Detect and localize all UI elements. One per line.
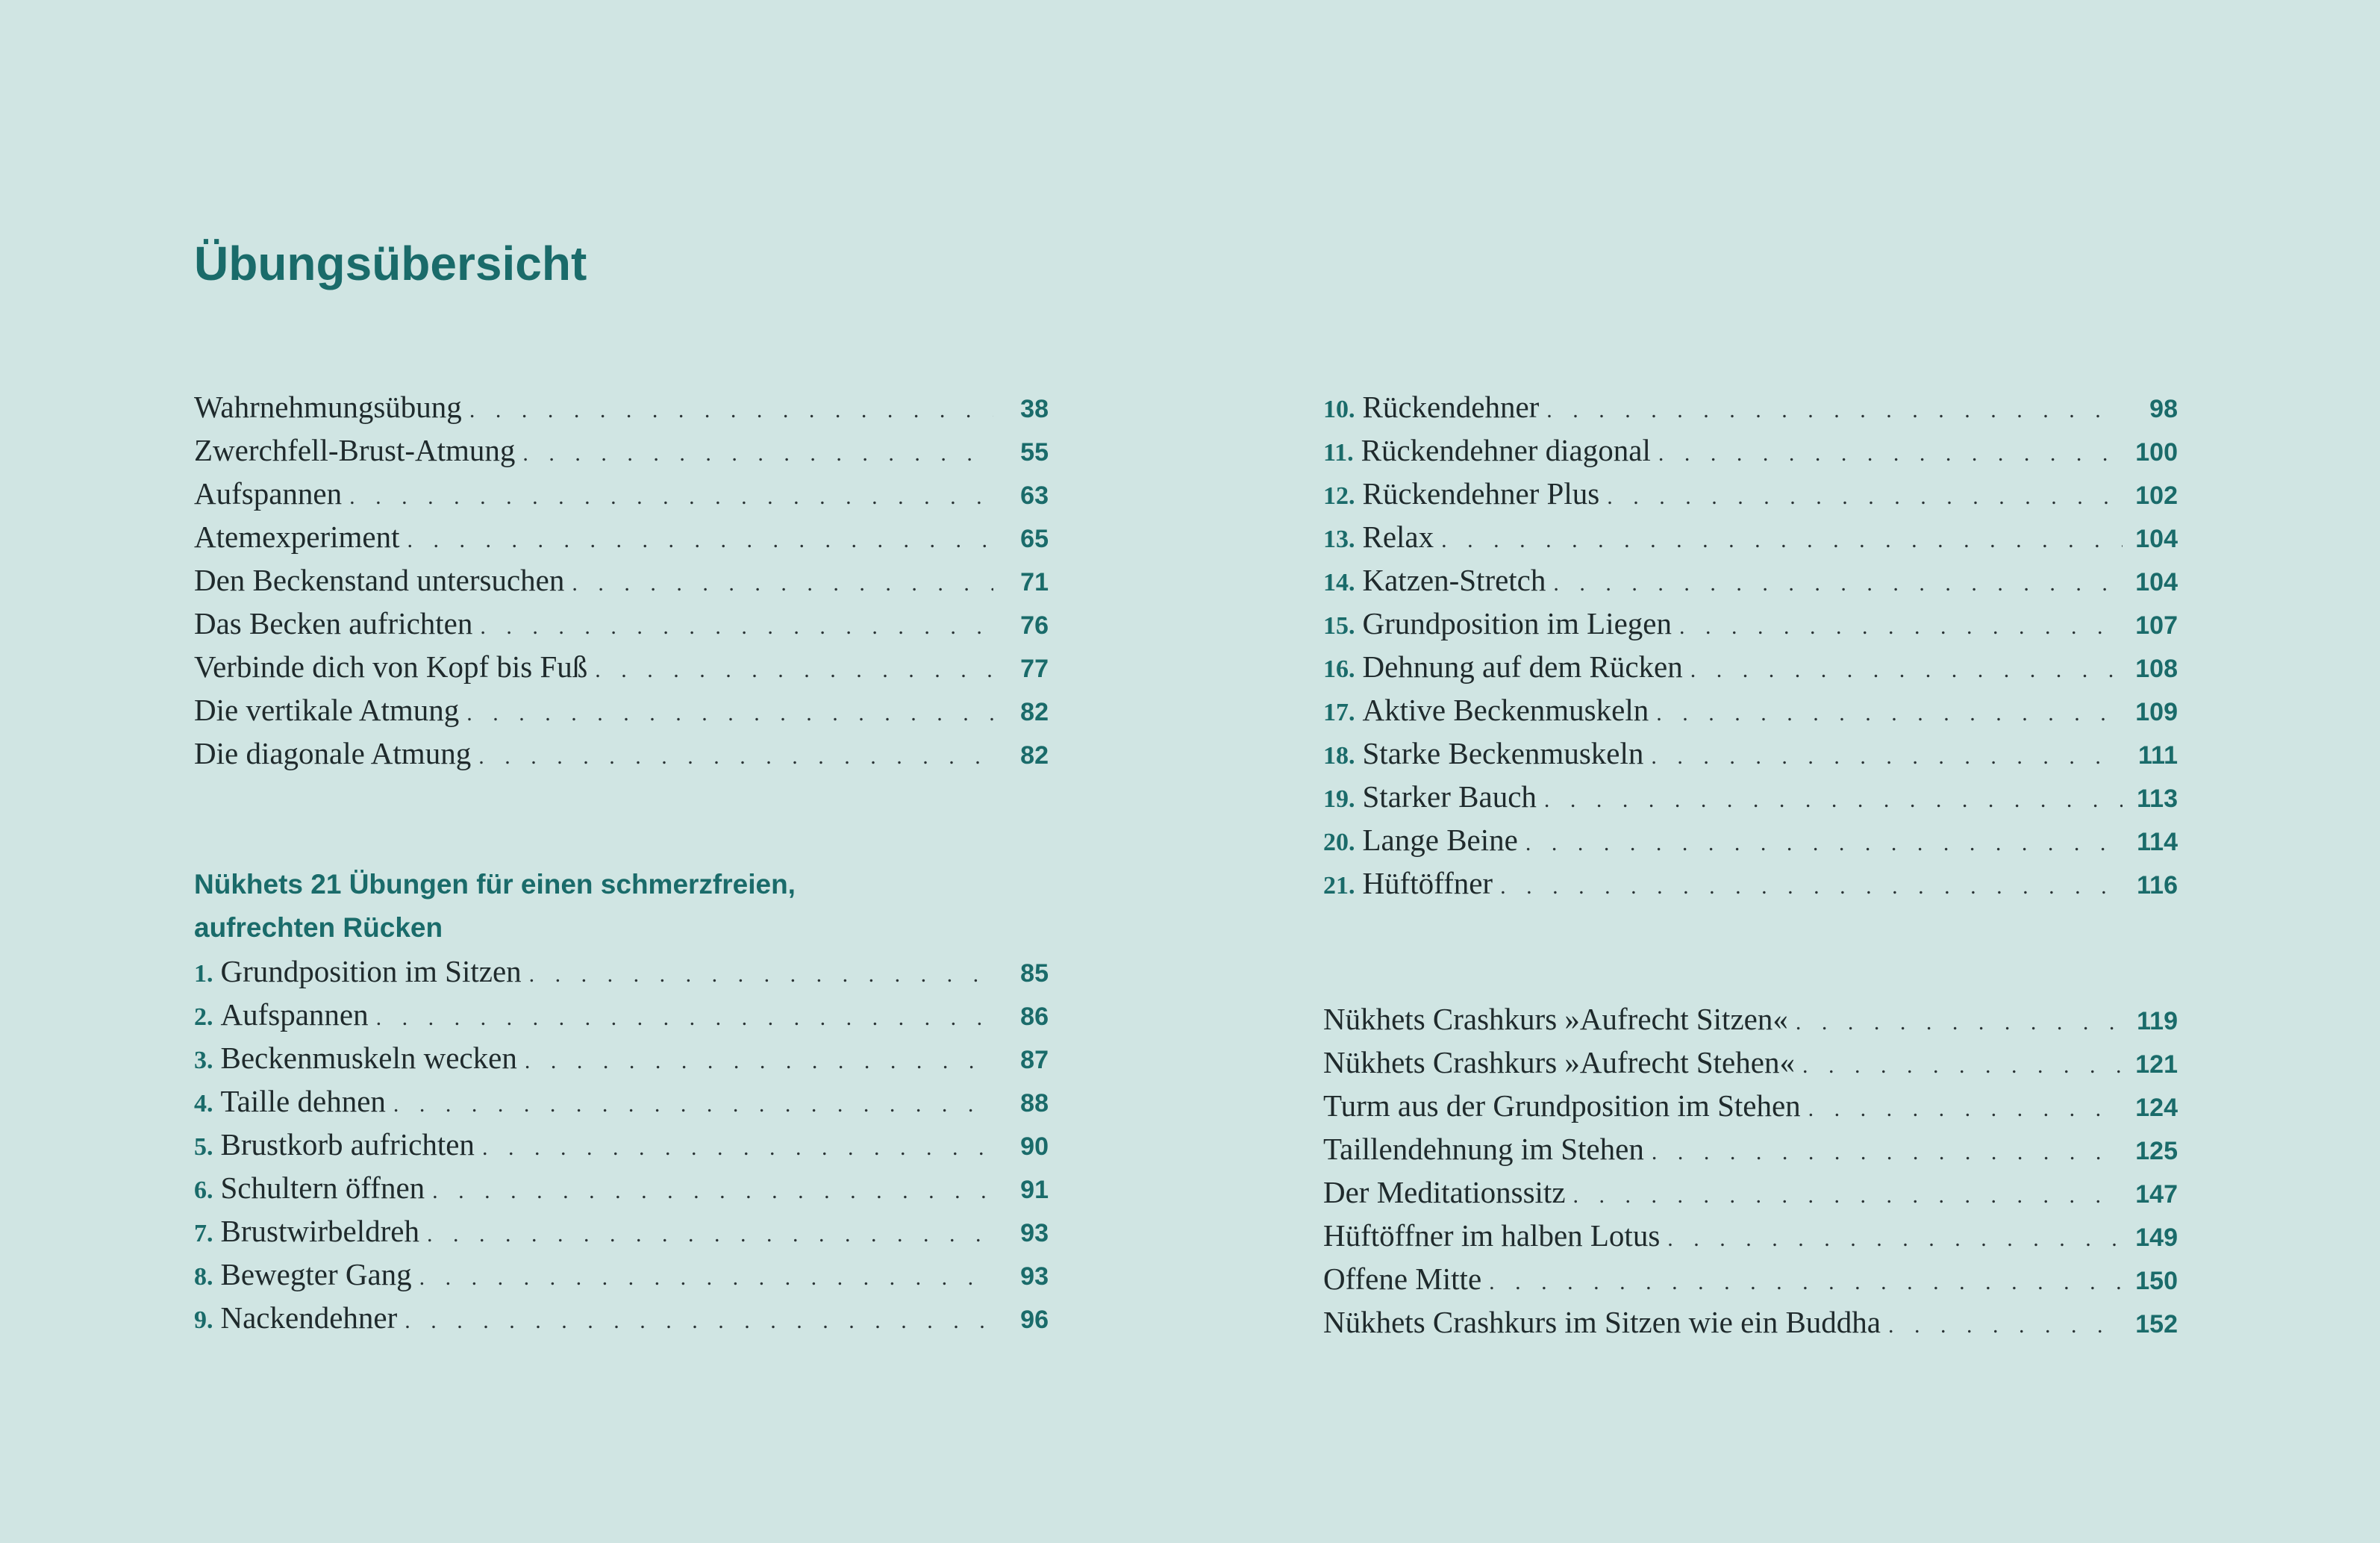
- entry-number: 19.: [1323, 785, 1355, 813]
- toc-entry[interactable]: [194, 1296, 1049, 1339]
- entry-page: 82: [1020, 741, 1049, 770]
- dot-leader: [342, 476, 993, 519]
- entry-page: 119: [2137, 1007, 2178, 1035]
- dot-leader: [515, 432, 993, 476]
- entry-page: 100: [2135, 438, 2178, 467]
- toc-entry[interactable]: [194, 645, 1049, 688]
- entry-number: 8.: [194, 1263, 213, 1291]
- entry-label: Turm aus der Grundposition im Stehen: [1323, 1088, 1801, 1123]
- dot-leader: [587, 649, 993, 692]
- dot-leader: [1651, 432, 2123, 476]
- dot-leader: [1683, 649, 2123, 692]
- dot-leader: [475, 1126, 993, 1170]
- entry-label: Den Beckenstand untersuchen: [194, 563, 565, 597]
- dot-leader: [1546, 562, 2123, 605]
- entry-number: 14.: [1323, 569, 1355, 596]
- toc-entry[interactable]: [1323, 1300, 2178, 1344]
- entry-label: Wahrnehmungsübung: [194, 390, 462, 424]
- entry-number: 1.: [194, 960, 213, 988]
- toc-entry[interactable]: [194, 1036, 1049, 1079]
- entry-page: 116: [2137, 871, 2178, 900]
- entry-page: 87: [1020, 1046, 1049, 1074]
- dot-leader: [1881, 1304, 2123, 1347]
- toc-entry[interactable]: [194, 993, 1049, 1036]
- toc-entry[interactable]: [194, 1209, 1049, 1253]
- entry-page: 88: [1020, 1089, 1049, 1117]
- toc-entry[interactable]: [1323, 1171, 2178, 1214]
- toc-entry[interactable]: [1323, 1214, 2178, 1257]
- entry-page: 149: [2135, 1224, 2178, 1252]
- toc-entry[interactable]: [1323, 1257, 2178, 1300]
- entry-page: 113: [2137, 785, 2178, 813]
- entry-label: Katzen-Stretch: [1362, 563, 1546, 597]
- toc-entry[interactable]: [194, 558, 1049, 602]
- dot-leader: [1644, 1131, 2123, 1174]
- entry-label: Die vertikale Atmung: [194, 693, 460, 727]
- entry-number: 12.: [1323, 482, 1355, 510]
- entry-page: 86: [1020, 1003, 1049, 1031]
- entry-label: Taille dehnen: [220, 1084, 386, 1118]
- entry-number: 10.: [1323, 396, 1355, 423]
- entry-page: 125: [2135, 1137, 2178, 1165]
- entry-page: 91: [1020, 1176, 1049, 1204]
- entry-page: 93: [1020, 1219, 1049, 1247]
- entry-number: 15.: [1323, 612, 1355, 640]
- dot-leader: [1481, 1261, 2123, 1304]
- dot-leader: [1660, 1218, 2123, 1261]
- entry-label: Offene Mitte: [1323, 1262, 1482, 1296]
- entry-page: 76: [1020, 611, 1049, 640]
- dot-leader: [419, 1213, 993, 1256]
- entry-label: Aufspannen: [194, 476, 343, 511]
- entry-label: Atemexperiment: [194, 520, 400, 554]
- dot-leader: [517, 1040, 993, 1083]
- toc-entry[interactable]: [194, 732, 1049, 775]
- entry-number: 21.: [1323, 872, 1355, 900]
- entry-label: Rückendehner Plus: [1362, 476, 1600, 511]
- toc-entry[interactable]: [194, 385, 1049, 428]
- dot-leader: [1788, 1001, 2123, 1044]
- dot-leader: [1643, 735, 2123, 779]
- entry-label: Zwerchfell-Brust-Atmung: [194, 433, 516, 467]
- entry-page: 65: [1020, 525, 1049, 553]
- entry-number: 5.: [194, 1133, 213, 1161]
- toc-entry[interactable]: [1323, 688, 2178, 732]
- entry-page: 102: [2135, 481, 2178, 510]
- section-heading-continued: aufrechten Rücken: [194, 912, 443, 943]
- entry-page: 124: [2135, 1094, 2178, 1122]
- entry-label: Starke Beckenmuskeln: [1362, 736, 1644, 770]
- toc-entry[interactable]: [1323, 1084, 2178, 1127]
- page-title: Übungsübersicht: [194, 237, 587, 290]
- toc-entry[interactable]: [1323, 1127, 2178, 1171]
- entry-label: Bewegter Gang: [220, 1257, 412, 1291]
- toc-entry[interactable]: [194, 688, 1049, 732]
- toc-entry[interactable]: [1323, 428, 2178, 472]
- toc-entry[interactable]: [1323, 515, 2178, 558]
- entry-page: 111: [2138, 741, 2178, 770]
- toc-entry[interactable]: [1323, 385, 2178, 428]
- entry-label: Der Meditationssitz: [1323, 1175, 1566, 1209]
- entry-label: Rückendehner diagonal: [1361, 433, 1651, 467]
- entry-number: 16.: [1323, 655, 1355, 683]
- entry-page: 71: [1020, 568, 1049, 596]
- entry-number: 4.: [194, 1090, 213, 1117]
- entry-page: 107: [2135, 611, 2178, 640]
- entry-page: 150: [2135, 1267, 2178, 1295]
- toc-entry[interactable]: [194, 1253, 1049, 1296]
- entry-label: Aktive Beckenmuskeln: [1362, 693, 1649, 727]
- dot-leader: [1801, 1088, 2123, 1131]
- entry-page: 85: [1020, 959, 1049, 988]
- toc-entry[interactable]: [1323, 472, 2178, 515]
- entry-label: Grundposition im Liegen: [1362, 606, 1672, 640]
- entry-page: 55: [1020, 438, 1049, 467]
- toc-entry[interactable]: [194, 1079, 1049, 1123]
- entry-label: Aufspannen: [220, 997, 369, 1032]
- toc-entry[interactable]: [194, 428, 1049, 472]
- dot-leader: [471, 735, 993, 779]
- entry-page: 152: [2135, 1310, 2178, 1338]
- entry-number: 17.: [1323, 699, 1355, 726]
- dot-leader: [369, 997, 993, 1040]
- toc-entry[interactable]: [1323, 775, 2178, 818]
- dot-leader: [397, 1300, 993, 1343]
- entry-number: 6.: [194, 1176, 213, 1204]
- entry-label: Rückendehner: [1362, 390, 1540, 424]
- entry-number: 2.: [194, 1003, 213, 1031]
- dot-leader: [425, 1170, 993, 1213]
- entry-number: 3.: [194, 1047, 213, 1074]
- entry-page: 63: [1020, 481, 1049, 510]
- entry-number: 11.: [1323, 439, 1354, 467]
- entry-label: Dehnung auf dem Rücken: [1362, 649, 1683, 684]
- dot-leader: [1539, 389, 2123, 432]
- entry-label: Starker Bauch: [1362, 779, 1537, 814]
- entry-label: Verbinde dich von Kopf bis Fuß: [194, 649, 588, 684]
- dot-leader: [522, 953, 993, 997]
- dot-leader: [1672, 605, 2123, 649]
- toc-entry[interactable]: [1323, 602, 2178, 645]
- dot-leader: [1537, 779, 2123, 822]
- entry-label: Nükhets Crashkurs im Sitzen wie ein Buddha: [1323, 1305, 1881, 1339]
- toc-entry[interactable]: [1323, 861, 2178, 905]
- entry-page: 104: [2135, 525, 2178, 553]
- entry-label: Schultern öffnen: [220, 1171, 425, 1205]
- toc-entry[interactable]: [194, 1166, 1049, 1209]
- dot-leader: [412, 1256, 993, 1300]
- entry-page: 104: [2135, 568, 2178, 596]
- toc-entry[interactable]: [194, 602, 1049, 645]
- entry-number: 9.: [194, 1306, 213, 1334]
- toc-entry[interactable]: [194, 1123, 1049, 1166]
- entry-page: 77: [1020, 655, 1049, 683]
- dot-leader: [1518, 822, 2123, 865]
- toc-entry[interactable]: [1323, 558, 2178, 602]
- dot-leader: [400, 519, 993, 562]
- dot-leader: [1649, 692, 2123, 735]
- entry-label: Nackendehner: [220, 1300, 398, 1335]
- entry-label: Das Becken aufrichten: [194, 606, 473, 640]
- entry-label: Die diagonale Atmung: [194, 736, 472, 770]
- entry-page: 109: [2135, 698, 2178, 726]
- toc-entry[interactable]: [194, 950, 1049, 993]
- dot-leader: [564, 562, 993, 605]
- dot-leader: [1566, 1174, 2123, 1218]
- dot-leader: [472, 605, 993, 649]
- toc-entry[interactable]: [194, 472, 1049, 515]
- entry-label: Grundposition im Sitzen: [220, 954, 522, 988]
- toc-entry[interactable]: [194, 515, 1049, 558]
- entry-number: 18.: [1323, 742, 1355, 770]
- entry-page: 82: [1020, 698, 1049, 726]
- toc-entry[interactable]: [1323, 818, 2178, 861]
- entry-number: 20.: [1323, 829, 1355, 856]
- entry-label: Nükhets Crashkurs »Aufrecht Sitzen«: [1323, 1002, 1788, 1036]
- entry-number: 7.: [194, 1220, 213, 1247]
- section-heading: Nükhets 21 Übungen für einen schmerzfreien,: [194, 869, 796, 900]
- entry-label: Lange Beine: [1362, 823, 1518, 857]
- entry-page: 90: [1020, 1132, 1049, 1161]
- entry-page: 38: [1020, 395, 1049, 423]
- dot-leader: [1599, 476, 2123, 519]
- entry-number: 13.: [1323, 526, 1355, 553]
- entry-label: Hüftöffner im halben Lotus: [1323, 1218, 1661, 1253]
- dot-leader: [462, 389, 993, 432]
- entry-page: 93: [1020, 1262, 1049, 1291]
- dot-leader: [1795, 1044, 2123, 1088]
- toc-entry[interactable]: [1323, 997, 2178, 1041]
- entry-label: Beckenmuskeln wecken: [220, 1041, 517, 1075]
- dot-leader: [1493, 865, 2123, 908]
- entry-page: 96: [1020, 1306, 1049, 1334]
- dot-leader: [459, 692, 993, 735]
- toc-entry[interactable]: [1323, 732, 2178, 775]
- entry-page: 147: [2135, 1180, 2178, 1209]
- dot-leader: [1434, 519, 2123, 562]
- entry-label: Relax: [1362, 520, 1434, 554]
- entry-page: 114: [2137, 828, 2178, 856]
- entry-page: 108: [2135, 655, 2178, 683]
- entry-page: 121: [2135, 1050, 2178, 1079]
- toc-entry[interactable]: [1323, 1041, 2178, 1084]
- dot-leader: [386, 1083, 993, 1126]
- entry-label: Brustwirbeldreh: [220, 1214, 419, 1248]
- entry-label: Brustkorb aufrichten: [220, 1127, 475, 1162]
- entry-label: Hüftöffner: [1362, 866, 1493, 900]
- entry-label: Taillendehnung im Stehen: [1323, 1132, 1644, 1166]
- entry-label: Nükhets Crashkurs »Aufrecht Stehen«: [1323, 1045, 1795, 1079]
- entry-page: 98: [2149, 395, 2178, 423]
- toc-entry[interactable]: [1323, 645, 2178, 688]
